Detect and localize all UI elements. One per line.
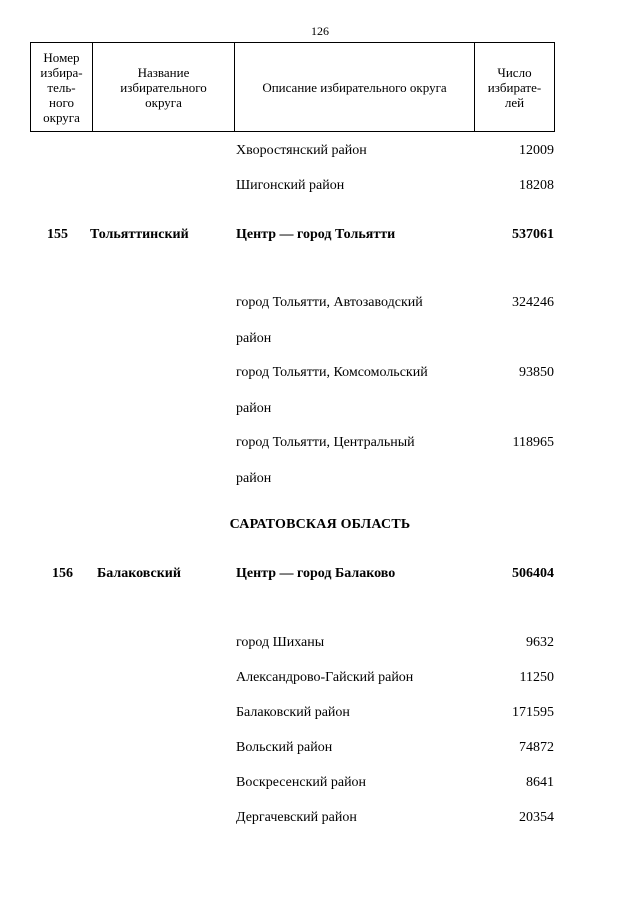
list-item-description-cont: район <box>236 331 272 346</box>
district-voters-total: 506404 <box>512 566 554 581</box>
list-item-voters: 8641 <box>526 775 554 790</box>
list-item-description: Шигонский район <box>236 178 345 193</box>
table-header <box>30 42 555 132</box>
list-item-description-cont: район <box>236 401 272 416</box>
district-name: Балаковский <box>97 566 181 581</box>
district-center: Центр — город Балаково <box>236 566 396 581</box>
list-item-voters: 118965 <box>512 435 554 450</box>
list-item-voters: 12009 <box>519 143 554 158</box>
district-center: Центр — город Тольятти <box>236 227 396 242</box>
list-item-voters: 171595 <box>512 705 554 720</box>
header-district-name: Название избирательного округа <box>93 43 235 132</box>
list-item-description: Хворостянский район <box>236 143 367 158</box>
district-name: Тольяттинский <box>90 227 189 242</box>
list-item-voters: 324246 <box>512 295 554 310</box>
list-item-description: город Тольятти, Комсомольский <box>236 365 428 380</box>
list-item-description: Александрово-Гайский район <box>236 670 414 685</box>
header-district-description: Описание избирательного округа <box>235 43 475 132</box>
list-item-description-cont: район <box>236 471 272 486</box>
district-number: 155 <box>47 227 68 242</box>
list-item-voters: 20354 <box>519 810 554 825</box>
list-item-voters: 74872 <box>519 740 554 755</box>
list-item-description: Балаковский район <box>236 705 350 720</box>
district-number: 156 <box>52 566 73 581</box>
list-item-voters: 11250 <box>519 670 554 685</box>
list-item-voters: 9632 <box>526 635 554 650</box>
header-district-number: Номер избира- тель- ного округа <box>31 43 93 132</box>
list-item-voters: 93850 <box>519 365 554 380</box>
page-number: 126 <box>311 24 329 38</box>
list-item-description: город Шиханы <box>236 635 325 650</box>
list-item-description: Дергачевский район <box>236 810 357 825</box>
list-item-description: город Тольятти, Центральный <box>236 435 415 450</box>
list-item-description: Вольский район <box>236 740 333 755</box>
region-heading: САРАТОВСКАЯ ОБЛАСТЬ <box>229 517 411 532</box>
list-item-voters: 18208 <box>519 178 554 193</box>
list-item-description: Воскресенский район <box>236 775 367 790</box>
district-voters-total: 537061 <box>512 227 554 242</box>
list-item-description: город Тольятти, Автозаводский <box>236 295 423 310</box>
header-voter-count: Число избирате- лей <box>475 43 555 132</box>
